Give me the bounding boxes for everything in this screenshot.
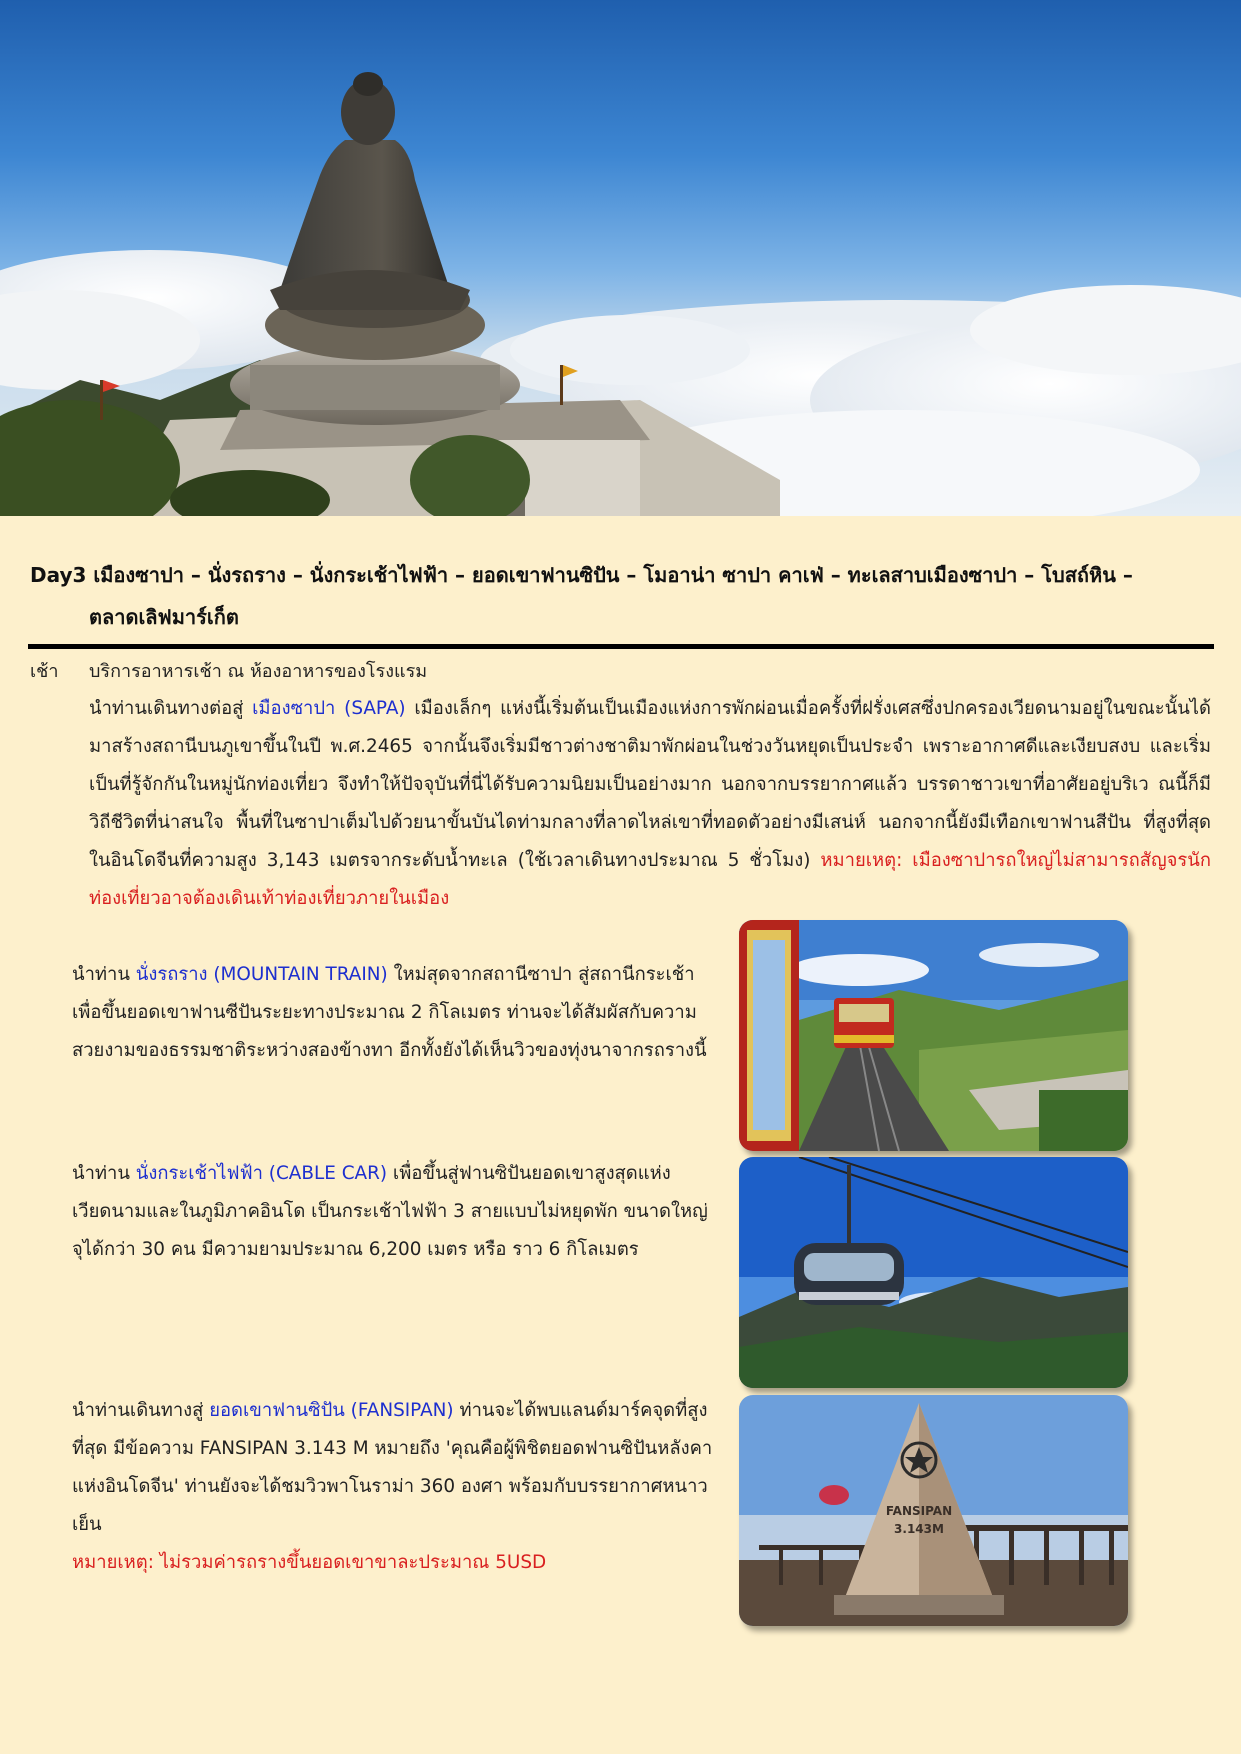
mountain-train-photo [739,920,1128,1151]
intro-place: เมืองซาปา (SAPA) [252,698,406,719]
cable-body: เพื่อขึ้นสู่ฟานซิปันยอดเขาสูงสุดแห่งเวียดนามและในภูมิภาคอินโด เป็นกระเช้าไฟฟ้า 3 สายแบบไม่หยุดพัก ขนาดใหญ่จุได้กว่า 30 คน มีความยามประมาณ 6,200 เมตร หรือ ราว 6 กิโลเมตร [72,1163,708,1260]
meal-label-breakfast: เช้า [30,661,59,682]
cable-car-paragraph [72,1155,717,1269]
fansipan-marker-photo [739,1395,1128,1626]
day-title-line1: Day3 เมืองซาปา – นั่งรถราง – นั่งกระเช้าไฟฟ้า – ยอดเขาฟานซิปัน – โมอาน่า ซาปา คาเฟ่ – ทะเลสาบเมืองซาปา – โบสถ์หิน – [30,563,1133,587]
cable-pre: นำท่าน [72,1163,136,1184]
train-paragraph [72,956,717,1070]
train-pre: นำท่าน [72,964,136,985]
marker-text-height: 3.143M [894,1522,944,1536]
day-title [30,554,1220,638]
title-divider [28,644,1214,649]
peak-pre: นำท่านเดินทางสู่ [72,1400,210,1421]
fansipan-paragraph [72,1392,717,1582]
peak-name: ยอดเขาฟานซิปัน (FANSIPAN) [209,1400,454,1421]
breakfast-text: บริการอาหารเช้า ณ ห้องอาหารของโรงแรม [89,661,428,682]
cable-name: นั่งกระเช้าไฟฟ้า (CABLE CAR) [135,1163,388,1184]
intro-paragraph [89,690,1211,918]
peak-body: ท่านจะได้พบแลนด์มาร์คจุดที่สูงที่สุด มีข้อความ FANSIPAN 3.143 M หมายถึง 'คุณคือผู้พิชิตยอดฟานซิปันหลังคาแห่งอินโดจีน' ท่านยังจะได้ชมวิวพาโนราม่า 360 องศา พร้อมกับบรรยากาศหนาวเย็น [72,1400,713,1535]
train-name: นั่งรถราง (MOUNTAIN TRAIN) [135,964,388,985]
cable-car-photo [739,1157,1128,1388]
marker-text-fansipan: FANSIPAN [885,1504,953,1518]
peak-note: หมายเหตุ: ไม่รวมค่ารถรางขึ้นยอดเขาขาละประมาณ 5USD [72,1552,547,1573]
intro-note: หมายเหตุ: เมืองซาปารถใหญ่ไม่สามารถสัญจรนักท่องเที่ยวอาจต้องเดินเท้าท่องเที่ยวภายในเมือง [89,850,1211,909]
intro-pre: นำท่านเดินทางต่อสู่ [89,698,253,719]
intro-body: เมืองเล็กๆ แห่งนี้เริ่มต้นเป็นเมืองแห่งการพักผ่อนเมื่อครั้งที่ฝรั่งเศสซึ่งปกครองเวียดนามอยู่ในขณะนั้นได้มาสร้างสถานีบนภูเขาขึ้นในปี พ.ศ.2465 จากนั้นจึงเริ่มมีชาวต่างชาติมาพักผ่อนในช่วงวันหยุดเป็นประจำ เพราะอากาศดีและเงียบสงบ และเริ่มเป็นที่รู้จักกันในหมู่นักท่องเที่ยว จึงทำให้ปัจจุบันที่นี่ได้รับความนิยมเป็นอย่างมาก นอกจากบรรยากาศแล้ว บรรดาชาวเขาที่อาศัยอยู่บริเว ณนี้ก็มีวิถีชีวิตที่น่าสนใจ พื้นที่ในซาปาเต็มไปด้วยนาขั้นบันไดท่ามกลางที่ลาดไหล่เขาที่ทอดตัวอย่างมีเสน่ห์ นอกจากนี้ยังมีเทือกเขาฟานสีปัน ที่สูงที่สุดในอินโดจีนที่ความสูง 3,143 เมตรจากระดับน้ำทะเล (ใช้เวลาเดินทางประมาณ 5 ชั่วโมง) [89,698,1211,871]
hero-image-buddha-above-clouds [0,0,1241,516]
day-title-line2: ตลาดเลิฟมาร์เก็ต [89,605,239,629]
train-body: ใหม่สุดจากสถานีซาปา สู่สถานีกระเช้าเพื่อขึ้นยอดเขาฟานซีปันระยะทางประมาณ 2 กิโลเมตร ท่านจะได้สัมผัสกับความสวยงามของธรรมชาติระหว่างสองข้างทา อีกทั้งยังได้เห็นวิวของทุ่งนาจากรถรางนี้ [72,964,707,1061]
